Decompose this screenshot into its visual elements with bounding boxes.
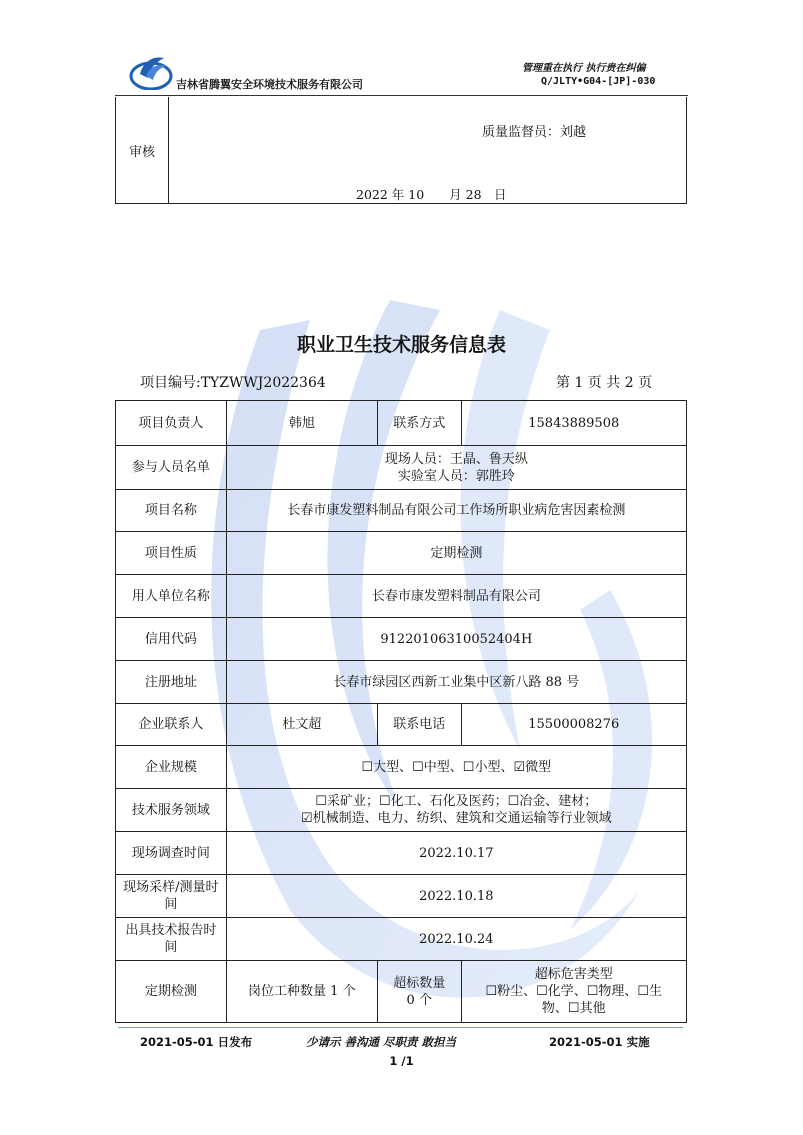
table-row	[116, 789, 687, 832]
page-count: 第 1 页 共 2 页	[556, 375, 653, 391]
document-code: Q/JLTY•G04-[JP]-030	[541, 76, 656, 87]
field-line-2: ☑机械制造、电力、纺织、建筑和交通运输等行业领域	[300, 811, 612, 826]
posts-value: 岗位工种数量 1 个	[226, 961, 377, 1023]
table-row	[116, 704, 687, 746]
survey-label: 现场调查时间	[116, 832, 227, 875]
info-table	[115, 400, 687, 1023]
employer-label: 用人单位名称	[116, 575, 227, 618]
header-divider	[115, 95, 688, 96]
review-label: 审核	[116, 97, 169, 203]
sampling-label: 现场采样/测量时间	[116, 875, 227, 918]
review-date: 2022 年 10 月 28 日	[356, 187, 507, 202]
exceed-type-options-2: 物、☐其他	[541, 1001, 606, 1016]
footer-divider	[118, 1027, 683, 1028]
nature-value: 定期检测	[226, 532, 686, 575]
exceed-count	[378, 961, 462, 1023]
employer-value: 长春市康发塑料制品有限公司	[226, 575, 686, 618]
address-label: 注册地址	[116, 661, 227, 704]
table-row	[116, 618, 687, 661]
company-name: 吉林省腾翼安全环境技术服务有限公司	[176, 78, 363, 91]
form-title: 职业卫生技术服务信息表	[296, 334, 506, 356]
table-row	[116, 918, 687, 961]
sampling-value: 2022.10.18	[226, 875, 686, 918]
table-row	[116, 446, 687, 490]
exceed-count-label: 超标数量	[393, 975, 446, 991]
table-row	[116, 575, 687, 618]
address-value: 长春市绿园区西新工业集中区新八路 88 号	[226, 661, 686, 704]
survey-value: 2022.10.17	[226, 832, 686, 875]
credit-value: 91220106310052404H	[226, 618, 686, 661]
exceed-type	[461, 961, 687, 1023]
page-number: 1 /1	[389, 1054, 414, 1068]
members-field: 现场人员：王晶、鲁天纵	[384, 451, 528, 467]
project-number: 项目编号:TYZWWJ2022364	[140, 375, 326, 391]
table-row	[116, 832, 687, 875]
contact-label: 联系方式	[378, 401, 462, 446]
project-name-value: 长春市康发塑料制品有限公司工作场所职业病危害因素检测	[226, 490, 686, 532]
table-row	[116, 746, 687, 789]
report-label: 出具技术报告时间	[116, 918, 227, 961]
members-lab: 实验室人员：郭胜玲	[397, 468, 515, 484]
table-row	[116, 961, 687, 1023]
header-slogan: 管理重在执行 执行贵在纠偏	[522, 63, 646, 74]
exceed-type-options-1: ☐粉尘、☐化学、☐物理、☐生	[485, 984, 663, 999]
field-value	[226, 789, 686, 832]
company-contact-value: 杜文超	[226, 704, 377, 746]
report-value: 2022.10.24	[226, 918, 686, 961]
quality-supervisor: 质量监督员：刘越	[482, 125, 587, 140]
table-row	[116, 490, 687, 532]
scale-label: 企业规模	[116, 746, 227, 789]
contact-value: 15843889508	[461, 401, 687, 446]
members-label: 参与人员名单	[116, 446, 227, 490]
table-row	[116, 401, 687, 446]
field-line-1: ☐采矿业；☐化工、石化及医药；☐冶金、建材；	[315, 794, 598, 809]
footer-slogan: 少请示 善沟通 尽职责 敢担当	[306, 1035, 457, 1049]
periodic-label: 定期检测	[116, 961, 227, 1023]
table-row	[116, 661, 687, 704]
exceed-type-label: 超标危害类型	[534, 967, 613, 982]
company-logo	[128, 52, 174, 90]
scale-value: ☐大型、☐中型、☐小型、☑微型	[226, 746, 686, 789]
table-row	[116, 875, 687, 918]
project-name-label: 项目名称	[116, 490, 227, 532]
credit-label: 信用代码	[116, 618, 227, 661]
exceed-count-value: 0 个	[406, 992, 432, 1008]
review-section	[115, 97, 687, 204]
field-label: 技术服务领域	[116, 789, 227, 832]
leader-label: 项目负责人	[116, 401, 227, 446]
published-date: 2021-05-01 日发布	[140, 1035, 253, 1049]
phone-label: 联系电话	[378, 704, 462, 746]
implemented-date: 2021-05-01 实施	[549, 1035, 650, 1049]
nature-label: 项目性质	[116, 532, 227, 575]
leader-value: 韩旭	[226, 401, 377, 446]
members-value	[226, 446, 686, 490]
company-contact-label: 企业联系人	[116, 704, 227, 746]
phone-value: 15500008276	[461, 704, 687, 746]
table-row	[116, 532, 687, 575]
